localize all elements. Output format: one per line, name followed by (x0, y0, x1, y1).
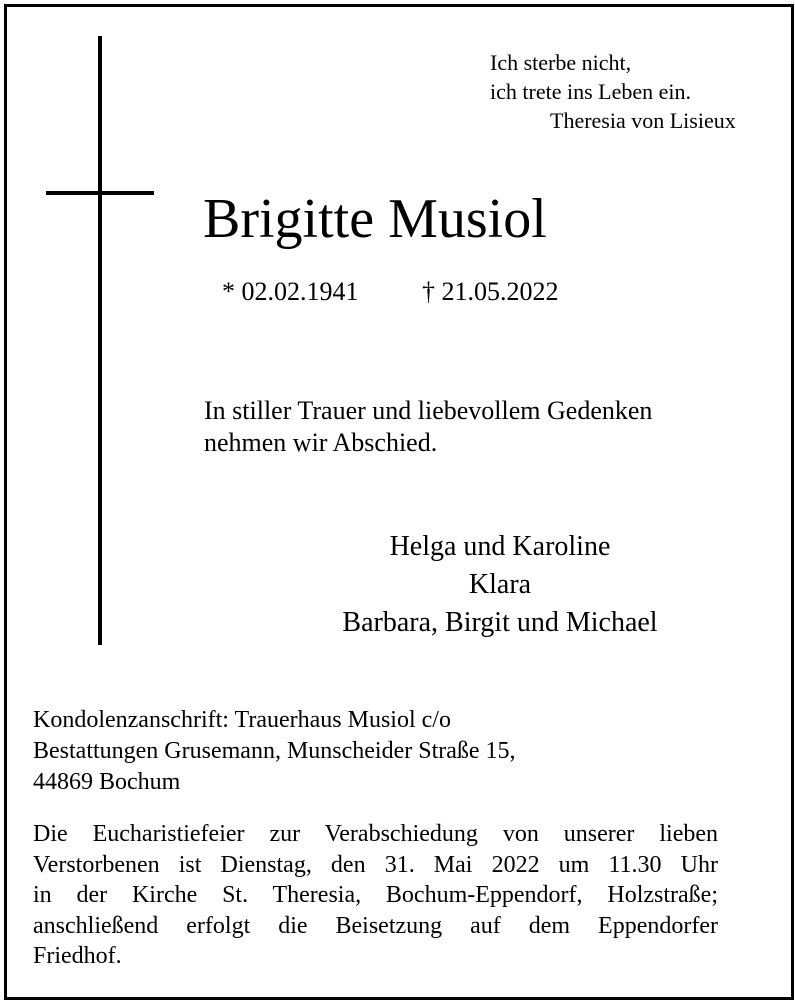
ceremony-info (33, 819, 718, 972)
ceremony-line: anschließend erfolgt die Beisetzung auf dem Eppendorfer (33, 912, 718, 939)
quote-line: ich trete ins Leben ein. (490, 79, 691, 104)
family-line: Barbara, Birgit und Michael (342, 607, 658, 638)
deceased-name: Brigitte Musiol (203, 188, 547, 250)
family-names (300, 528, 700, 642)
mourning-line: In stiller Trauer und liebevollem Gedenken (204, 396, 653, 425)
condolence-line: 44869 Bochum (33, 769, 181, 795)
family-line: Helga und Karoline (389, 531, 611, 562)
ceremony-line: in der Kirche St. Theresia, Bochum-Eppendorf, Holzstraße; (33, 882, 718, 908)
condolence-address (33, 705, 516, 798)
ceremony-line: Die Eucharistiefeier zur Verabschiedung von unserer lieben (33, 821, 718, 847)
ceremony-line: Verstorbenen ist Dienstag, den 31. Mai 2022 um 11.30 Uhr (33, 851, 718, 878)
cross-icon-horizontal-bar (46, 191, 154, 195)
condolence-line: Kondolenzanschrift: Trauerhaus Musiol c/o (33, 707, 451, 733)
family-line: Klara (468, 569, 532, 600)
ceremony-line: Friedhof. (33, 943, 122, 969)
condolence-line: Bestattungen Grusemann, Munscheider Straße 15, (33, 738, 516, 764)
mourning-line: nehmen wir Abschied. (204, 428, 438, 457)
death-date: † 21.05.2022 (422, 277, 559, 306)
mourning-text (204, 395, 652, 459)
cross-icon-vertical-bar (98, 36, 102, 645)
quote-block (490, 48, 736, 135)
quote-author: Theresia von Lisieux (550, 108, 736, 133)
birth-date: * 02.02.1941 (222, 277, 359, 306)
quote-line: Ich sterbe nicht, (490, 50, 632, 75)
